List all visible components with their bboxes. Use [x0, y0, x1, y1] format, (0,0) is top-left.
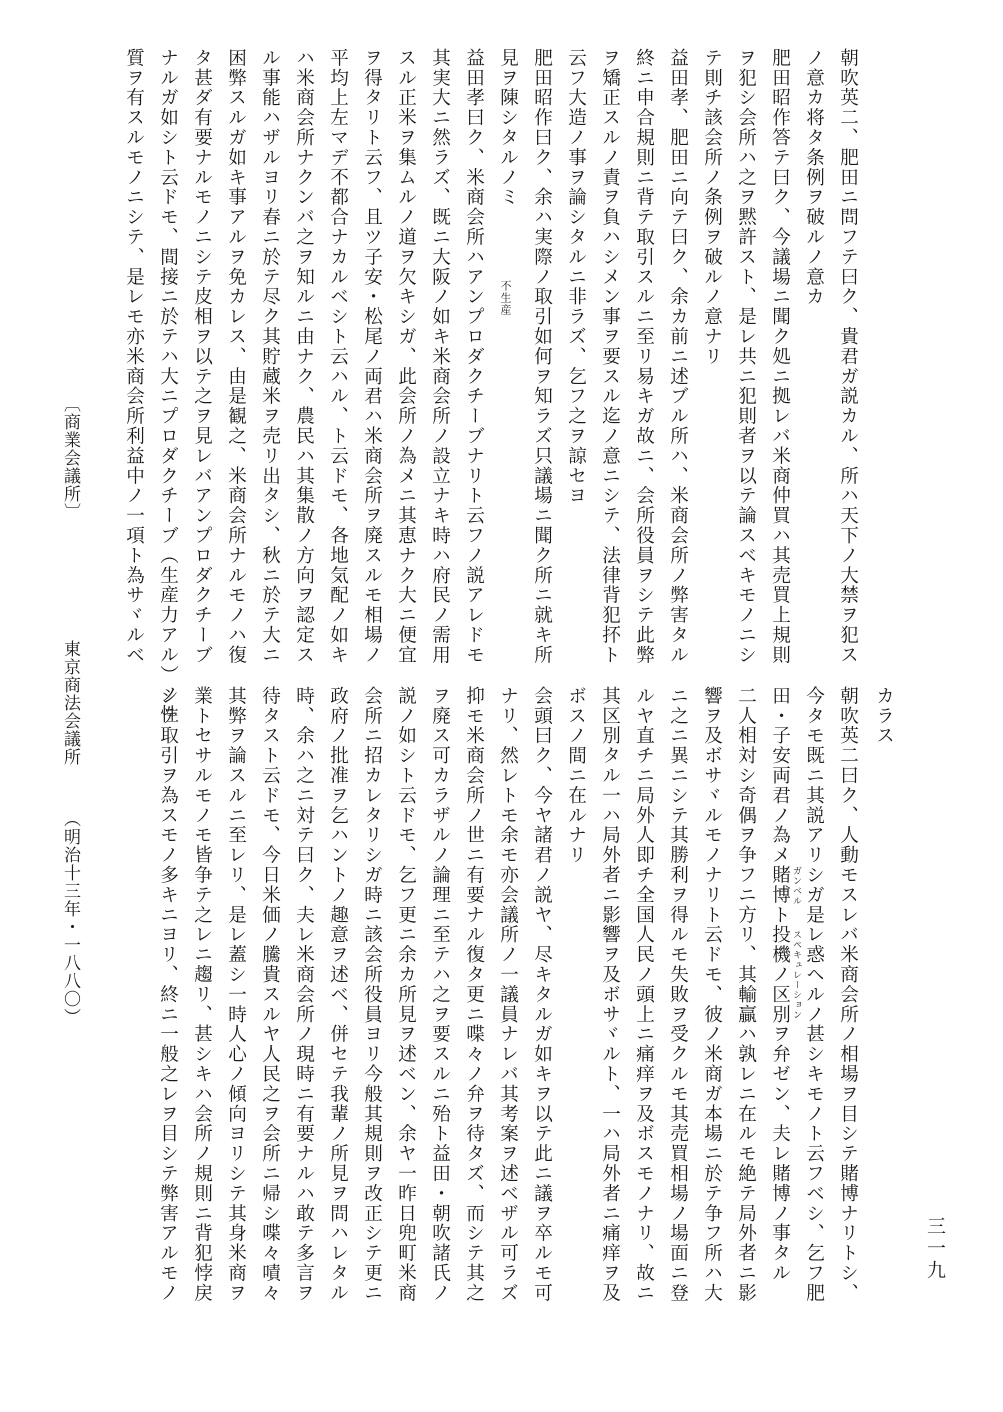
text-column: ボスノ間ニ在ルナリ [565, 686, 587, 866]
text-column: 肥田昭作曰ク、余ハ実際ノ取引如何ヲ知ラズ只議場ニ聞ク所ニ就キ所 [531, 48, 553, 665]
text-column: タ甚ダ有要ナルモノニシテ皮相ヲ以テ之ヲ見レバアンプロダクチーブ [191, 48, 213, 665]
text-column: 朝吹英二、肥田ニ問フテ曰ク、貴君ガ説カル、所ハ天下ノ大禁ヲ犯ス [837, 48, 859, 665]
text-column: 政府ノ批准ヲ乞ハントノ趣意ヲ述ベ、併セテ我輩ノ所見ヲ問ハレタル [327, 686, 349, 1303]
text-column: 困弊スルガ如キ事アルヲ免カレス、由是観之、米商会所ナルモノハ復 [225, 48, 247, 665]
text-column: 其弊ヲ論スルニ至レリ、是レ蓋シ一時人心ノ傾向ヨリシテ其身米商ヲ [225, 686, 247, 1303]
text-column: 云フ大造ノ事ヲ論シタルニ非ラズ、乞フ之ヲ諒セヨ [565, 48, 587, 506]
text-column: 今タモ既ニ其説アリシガ是レ惑ヘルノ甚シキモノト云フベシ、乞フ肥 [803, 686, 825, 1303]
text-column: ルヤ直チニ局外人即チ全国人民ノ頭上ニ痛痒ヲ及ボスモノナリ、故ニ [633, 686, 655, 1303]
text-column: 其実大ニ然ラズ、既ニ大阪ノ如キ米商会所ノ設立ナキ時ハ府民ノ需用 [429, 48, 451, 665]
ruby-annotation: スペキュレーション [791, 930, 801, 1020]
text-column: 待タスト云ドモ、今日米価ノ騰貴スルヤ人民之ヲ会所ニ帰シ喋々嘖々 [259, 686, 281, 1303]
text-column: 抑モ米商会所ノ世ニ有要ナル復タ更ニ喋々ノ弁ヲ待タズ、而シテ其之 [463, 686, 485, 1303]
text-column: 益田孝曰ク、米商会所ハアンプロダクチーブナリト云フノ説アレドモ [463, 48, 485, 665]
text-column: テ則チ該会所ノ条例ヲ破ルノ意ナリ [701, 48, 723, 367]
text-column: 肥田昭作答テ曰ク、今議場ニ聞ク処ニ拠レバ米商仲買ハ其売買上規則 [769, 48, 791, 665]
text-column: 質ヲ有スルモノニシテ、是レモ亦米商会所利益中ノ一項ト為サヾルベ [123, 48, 145, 665]
text-column: 見ヲ陳シタルノミ [497, 48, 519, 208]
text-column: ハ米商会所ナクンバ之ヲ知ルニ由ナク、農民ハ其集散ノ方向ヲ認定ス [293, 48, 315, 665]
text-column: 田・子安両君ノ為メ賭博ト投機ノ区別ヲ弁ゼン、夫レ賭博ノ事タル [769, 686, 791, 1283]
text-column: 益田孝、肥田ニ向テ曰ク、余カ前ニ述ブル所ハ、米商会所ノ弊害タル [667, 48, 689, 665]
text-column: ノ意カ将タ条例ヲ破ルノ意カ [803, 48, 825, 307]
text-column: 説ノ如シト云ドモ、乞フ更ニ余カ所見ヲ述ベン、余ヤ一昨日兜町米商 [395, 686, 417, 1303]
text-column: スル正米ヲ集ムルノ道ヲ欠キシガ、此会所ノ為メニ其恵ナク大ニ便宜 [395, 48, 417, 665]
text-column: 二人相対シ奇偶ヲ争フニ方リ、其輸贏ハ孰レニ在ルモ絶テ局外者ニ影 [735, 686, 757, 1303]
running-footer-era: （明治十三年・一八八〇） [60, 810, 80, 1026]
text-column: 会所ニ招カレタリシガ時ニ該会所役員ヨリ今般其規則ヲ改正シテ更ニ [361, 686, 383, 1303]
text-column: ル事能ハザルヨリ春ニ於テ尽ク其貯蔵米ヲ売リ出タシ、秋ニ於テ大ニ [259, 48, 281, 665]
text-column: ヲ矯正スルノ責ヲ負ハシメン事ヲ要スル迄ノ意ニシテ、法律背犯抔ト [599, 48, 621, 665]
running-footer-institution: 東京商法会議所 [60, 640, 80, 766]
text-column: 終ニ申合規則ニ背テ取引スルニ至リ易キガ故ニ、会所役員ヲシテ此弊 [633, 48, 655, 665]
page-number: 三一九 [924, 1216, 946, 1282]
text-column: 其区別タル一ハ局外者ニ影響ヲ及ボサヾルト、一ハ局外者ニ痛痒ヲ及 [599, 686, 621, 1303]
text-column: ナリ、然レトモ余モ亦会議所ノ一議員ナレバ其考案ヲ述ベザル可ラズ [497, 686, 519, 1303]
text-column: ナルガ如シト云ドモ、間接ニ於テハ大ニプロダクチーブ（生産力アル）ノ性 [157, 48, 179, 725]
text-column: 業トセサルモノモ皆争テ之レニ趨リ、甚シキハ会所ノ規則ニ背犯悖戻 [191, 686, 213, 1303]
text-column: 平均上左マデ不都合ナカルベシト云ハル、ト云ドモ、各地気配ノ如キ [327, 48, 349, 665]
running-footer-section: 〔商業会議所〕 [60, 395, 80, 521]
text-column: カラス [873, 686, 895, 746]
text-column: 時、余ハ之ニ対テ曰ク、夫レ米商会所ノ現時ニ有要ナルハ敢テ多言ヲ [293, 686, 315, 1303]
ruby-annotation: 不生産 [499, 280, 512, 316]
text-column: 響ヲ及ボサヾルモノナリト云ドモ、彼ノ米商ガ本場ニ於テ争フ所ハ大 [701, 686, 723, 1303]
text-column: 会頭曰ク、今ヤ諸君ノ説ヤ、尽キタルガ如キヲ以テ此ニ議ヲ卒ルモ可 [531, 686, 553, 1303]
ruby-annotation: ガンベル [791, 866, 801, 906]
text-column: ヲ犯シ会所ハ之ヲ黙許スト、是レ共ニ犯則者ヲ以テ論スベキモノニシ [735, 48, 757, 665]
text-column: ヲ廃ス可カラザルノ論理ニ至テハ之ヲ要スルニ殆ト益田・朝吹諸氏ノ [429, 686, 451, 1303]
text-column: シテ取引ヲ為スモノ多キニヨリ、終ニ一般之レヲ目シテ弊害アルモノ [157, 686, 179, 1303]
text-column: ヲ得タリト云フ、且ツ子安・松尾ノ両君ハ米商会所ヲ廃スルモ相場ノ [361, 48, 383, 665]
text-column: ニ之ニ異ニシテ其勝利ヲ得ルモ失敗ヲ受クルモ其売買相場ノ場面ニ登 [667, 686, 689, 1303]
text-column: 朝吹英二曰ク、人動モスレバ米商会所ノ相場ヲ目シテ賭博ナリトシ、 [837, 686, 859, 1303]
